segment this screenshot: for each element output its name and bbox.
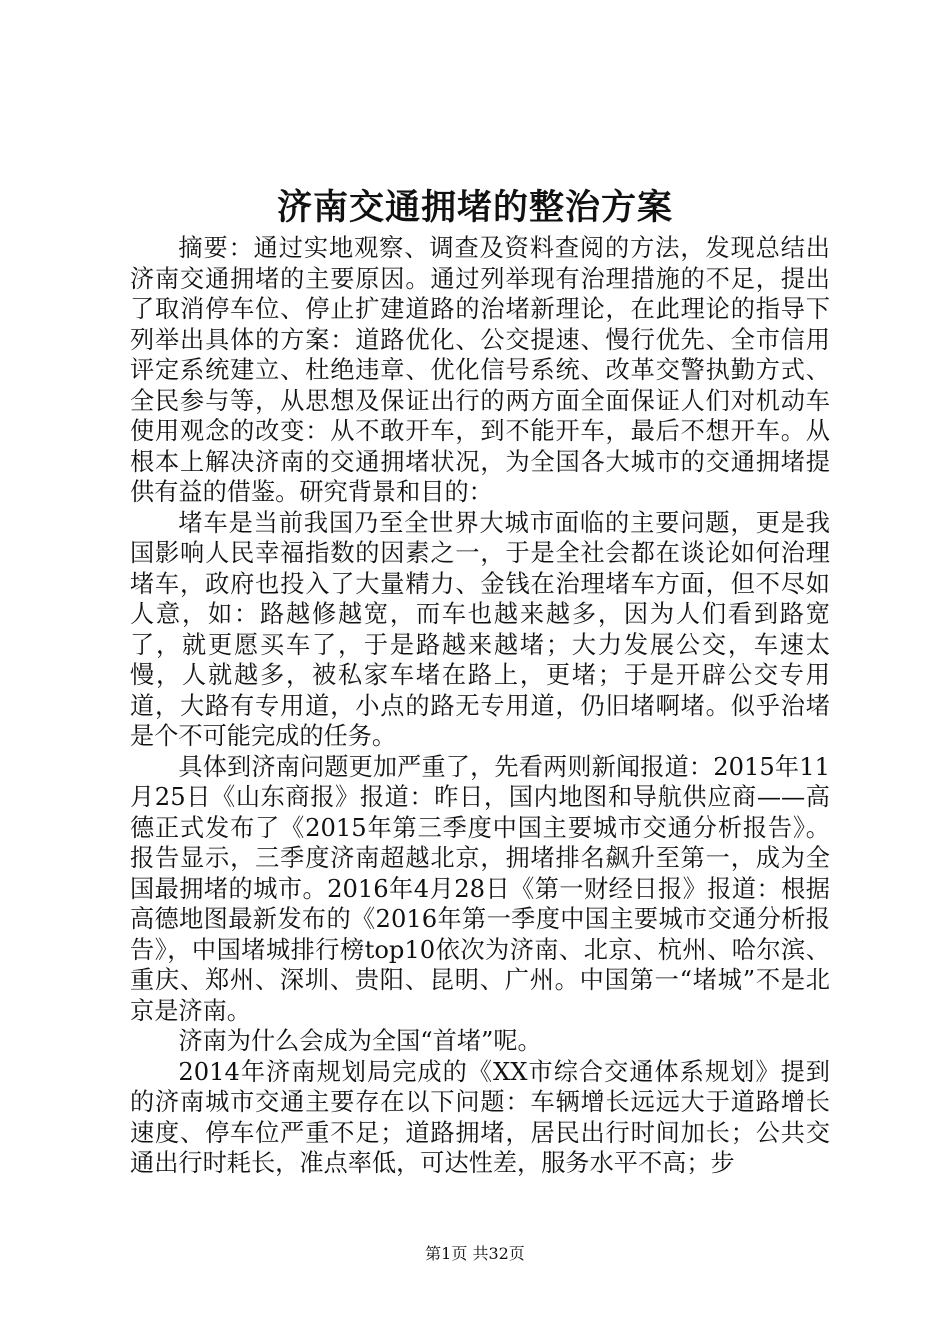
paragraph-question: 济南为什么会成为全国“首堵”呢。 xyxy=(178,1027,542,1055)
paragraph-planning-issues: 2014年济南规划局完成的《XX市综合交通体系规划》提到的济南城市交通主要存在以下问题：车辆增长远远大于道路增长速度、停车位严重不足；道路拥堵，居民出行时间加长；公共交通出行时耗长，准点率低，可达性差，服务水平不高；步 xyxy=(130,1057,830,1177)
document-title: 济南交通拥堵的整治方案 xyxy=(276,187,673,228)
paragraph-abstract: 摘要：通过实地观察、调查及资料查阅的方法，发现总结出济南交通拥堵的主要原因。通过列举现有治理措施的不足，提出了取消停车位、停止扩建道路的治堵新理论，在此理论的指导下列举出具体的方案：道路优化、公交提速、慢行优先、全市信用评定系统建立、杜绝违章、优化信号系统、改革交警执勤方式、全民参与等，从思想及保证出行的两方面全面保证人们对机动车使用观念的改变：从不敢开车，到不能开车，最后不想开车。从根本上解决济南的交通拥堵状况，为全国各大城市的交通拥堵提供有益的借鉴。研究背景和目的： xyxy=(130,234,830,506)
paragraph-news-reports: 具体到济南问题更加严重了，先看两则新闻报道：2015年11月25日《山东商报》报道：昨日，国内地图和导航供应商——高德正式发布了《2015年第三季度中国主要城市交通分析报告》。报告显示，三季度济南超越北京，拥堵排名飙升至第一，成为全国最拥堵的城市。2016年4月28日《第一财经日报》报道：根据高德地图最新发布的《2016年第一季度中国主要城市交通分析报告》，中国堵城排行榜top10依次为济南、北京、杭州、哈尔滨、重庆、郑州、深圳、贵阳、昆明、广州。中国第一“堵城”不是北京是济南。 xyxy=(130,752,830,1025)
document-body xyxy=(130,233,830,1179)
paragraph-background: 堵车是当前我国乃至全世界大城市面临的主要问题，更是我国影响人民幸福指数的因素之一，于是全社会都在谈论如何治理堵车，政府也投入了大量精力、金钱在治理堵车方面，但不尽如人意，如：路越修越宽，而车也越来越多，因为人们看到路宽了，就更愿买车了，于是路越来越堵；大力发展公交，车速太慢，人就越多，被私家车堵在路上，更堵；于是开辟公交专用道，大路有专用道，小点的路无专用道，仍旧堵啊堵。似乎治堵是个不可能完成的任务。 xyxy=(130,508,830,750)
page-footer: 第1页 共32页 xyxy=(425,1244,525,1263)
